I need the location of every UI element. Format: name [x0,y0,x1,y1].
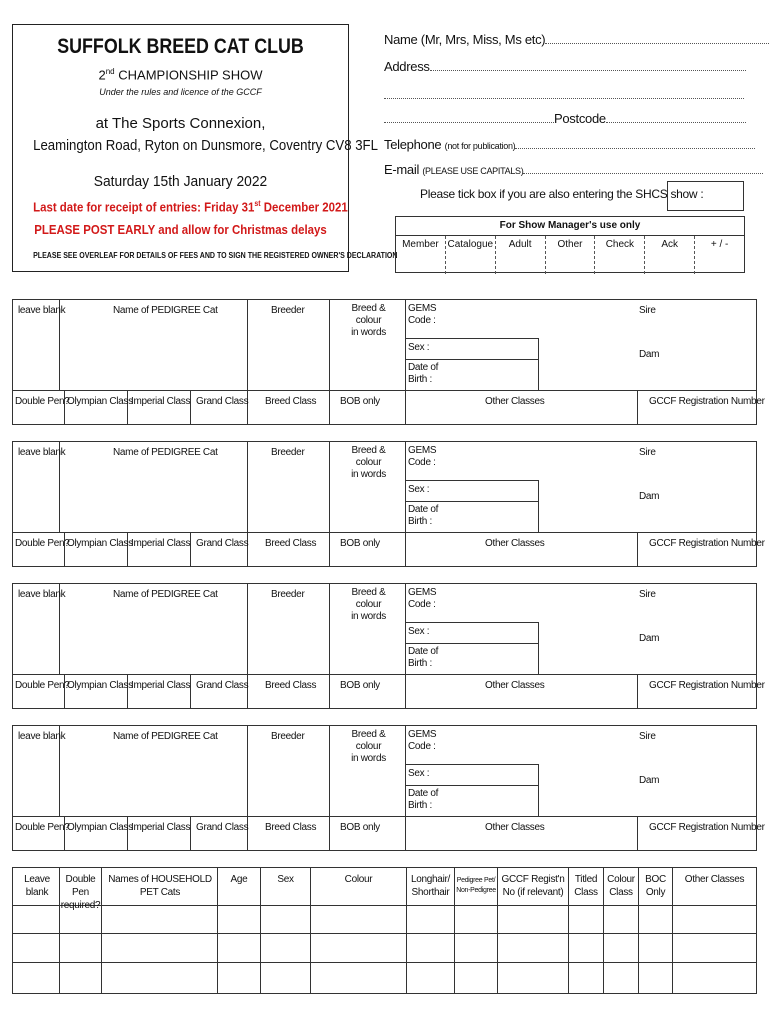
pet-col-pedigree-pet: Pedigree Pet/ Non-Pedigree [456,877,496,894]
sire-label: Sire [639,447,656,458]
gems-code-label: GEMS Code : [408,587,437,610]
imperial-class-label: Imperial Class [131,396,191,407]
sex-label: Sex : [408,342,430,353]
bob-only-label: BOB only [340,680,380,691]
manager-col-plus-minus: + / - [710,239,729,250]
shcs-label: Please tick box if you are also entering the SHCS show : [420,187,704,201]
pet-col-titled-class: Titled Class [574,874,598,898]
dob-label: Date of Birth : [408,646,439,669]
double-pen-label: Double Pen? [15,822,70,833]
breeder-label: Breeder [271,589,305,600]
venue: at The Sports Connexion, [95,115,266,132]
overleaf-note: PLEASE SEE OVERLEAF FOR DETAILS OF FEES AND TO SIGN THE REGISTERED OWNER'S DECLARATION [33,251,398,260]
grand-class-label: Grand Class [196,822,249,833]
breed-class-label: Breed Class [265,396,317,407]
cat-name-label: Name of PEDIGREE Cat [113,731,218,742]
bob-only-label: BOB only [340,538,380,549]
manager-col-catalogue: Catalogue [446,236,496,274]
pet-col-other-classes: Other Classes [684,874,745,885]
gccf-reg-label: GCCF Registration Number [649,822,765,833]
household-pet-table[interactable] [12,867,757,994]
shcs-checkbox[interactable] [667,181,744,211]
breed-colour-label: Breed & colour in words [351,587,386,622]
double-pen-label: Double Pen? [15,538,70,549]
other-classes-label: Other Classes [485,822,545,833]
dob-label: Date of Birth : [408,362,439,385]
cat-name-label: Name of PEDIGREE Cat [113,447,218,458]
breed-class-label: Breed Class [265,680,317,691]
grand-class-label: Grand Class [196,396,249,407]
show-date: Saturday 15th January 2022 [93,173,268,190]
email-field[interactable]: E-mail (PLEASE USE CAPITALS) [384,161,763,177]
leave-blank-label: leave blank [18,589,66,600]
gems-code-label: GEMS Code : [408,303,437,326]
gccf-reg-label: GCCF Registration Number [649,680,765,691]
dam-label: Dam [639,775,660,786]
address-field[interactable]: Address [384,58,746,74]
breeder-label: Breeder [271,731,305,742]
dob-label: Date of Birth : [408,504,439,527]
sire-label: Sire [639,305,656,316]
closing-date: Last date for receipt of entries: Friday 31st December 2021 [33,199,348,215]
olympian-class-label: Olympian Class [67,396,133,407]
other-classes-label: Other Classes [485,396,545,407]
manager-col-ack: Ack [645,236,695,274]
olympian-class-label: Olympian Class [67,822,133,833]
manager-col-other: Other [546,236,596,274]
pedigree-entry-block[interactable] [12,725,765,851]
pet-col-sex: Sex [277,874,294,885]
leave-blank-label: leave blank [18,731,66,742]
imperial-class-label: Imperial Class [131,822,191,833]
leave-blank-label: leave blank [18,305,66,316]
sex-label: Sex : [408,626,430,637]
venue-address: Leamington Road, Ryton on Dunsmore, Coventry CV8 3FL [33,137,378,154]
pet-col-colour: Colour [344,874,373,885]
postcode-field[interactable]: Postcode [384,110,746,126]
sire-label: Sire [639,731,656,742]
gccf-reg-label: GCCF Registration Number [649,396,765,407]
sex-label: Sex : [408,768,430,779]
breeder-label: Breeder [271,447,305,458]
breed-colour-label: Breed & colour in words [351,445,386,480]
manager-title: For Show Manager's use only [499,220,641,231]
manager-col-member: Member [396,236,446,274]
show-name: 2nd CHAMPIONSHIP SHOW [98,67,263,83]
other-classes-label: Other Classes [485,680,545,691]
manager-col-check: Check [595,236,645,274]
breed-class-label: Breed Class [265,822,317,833]
sex-label: Sex : [408,484,430,495]
pet-col-names: Names of HOUSEHOLD PET Cats [108,874,212,898]
rules-note: Under the rules and licence of the GCCF [99,87,262,97]
double-pen-label: Double Pen? [15,396,70,407]
pet-col-gccf-reg: GCCF Regist'n No (if relevant) [501,874,565,898]
bob-only-label: BOB only [340,396,380,407]
pet-col-longhair-shorthair: Longhair/ Shorthair [411,874,450,898]
pet-col-boc-only: BOC Only [645,874,666,898]
gems-code-label: GEMS Code : [408,729,437,752]
breed-colour-label: Breed & colour in words [351,303,386,338]
dam-label: Dam [639,491,660,502]
olympian-class-label: Olympian Class [67,538,133,549]
show-header-box [12,24,398,272]
breed-class-label: Breed Class [265,538,317,549]
manager-col-adult: Adult [496,236,546,274]
dam-label: Dam [639,349,660,360]
other-classes-label: Other Classes [485,538,545,549]
pet-col-age: Age [230,874,248,885]
imperial-class-label: Imperial Class [131,538,191,549]
gccf-reg-label: GCCF Registration Number [649,538,765,549]
grand-class-label: Grand Class [196,538,249,549]
show-manager-table [395,216,745,273]
cat-name-label: Name of PEDIGREE Cat [113,589,218,600]
post-early-note: PLEASE POST EARLY and allow for Christmas delays [34,222,327,237]
pet-col-double-pen: Double Pen required? [60,874,101,911]
pet-col-leave-blank: Leave blank [24,874,50,898]
leave-blank-label: leave blank [18,447,66,458]
pedigree-entry-block[interactable] [12,583,765,709]
breeder-label: Breeder [271,305,305,316]
gems-code-label: GEMS Code : [408,445,437,468]
pedigree-entry-block[interactable] [12,441,765,567]
pet-col-colour-class: Colour Class [607,874,635,898]
telephone-field[interactable]: Telephone (not for publication) [384,136,755,152]
club-title: SUFFOLK BREED CAT CLUB [57,35,304,58]
breed-colour-label: Breed & colour in words [351,729,386,764]
address-line-2[interactable] [384,86,744,102]
olympian-class-label: Olympian Class [67,680,133,691]
bob-only-label: BOB only [340,822,380,833]
sire-label: Sire [639,589,656,600]
pedigree-entry-block[interactable] [12,299,765,425]
imperial-class-label: Imperial Class [131,680,191,691]
dam-label: Dam [639,633,660,644]
cat-name-label: Name of PEDIGREE Cat [113,305,218,316]
name-field[interactable]: Name (Mr, Mrs, Miss, Ms etc) [384,31,770,47]
grand-class-label: Grand Class [196,680,249,691]
dob-label: Date of Birth : [408,788,439,811]
double-pen-label: Double Pen? [15,680,70,691]
